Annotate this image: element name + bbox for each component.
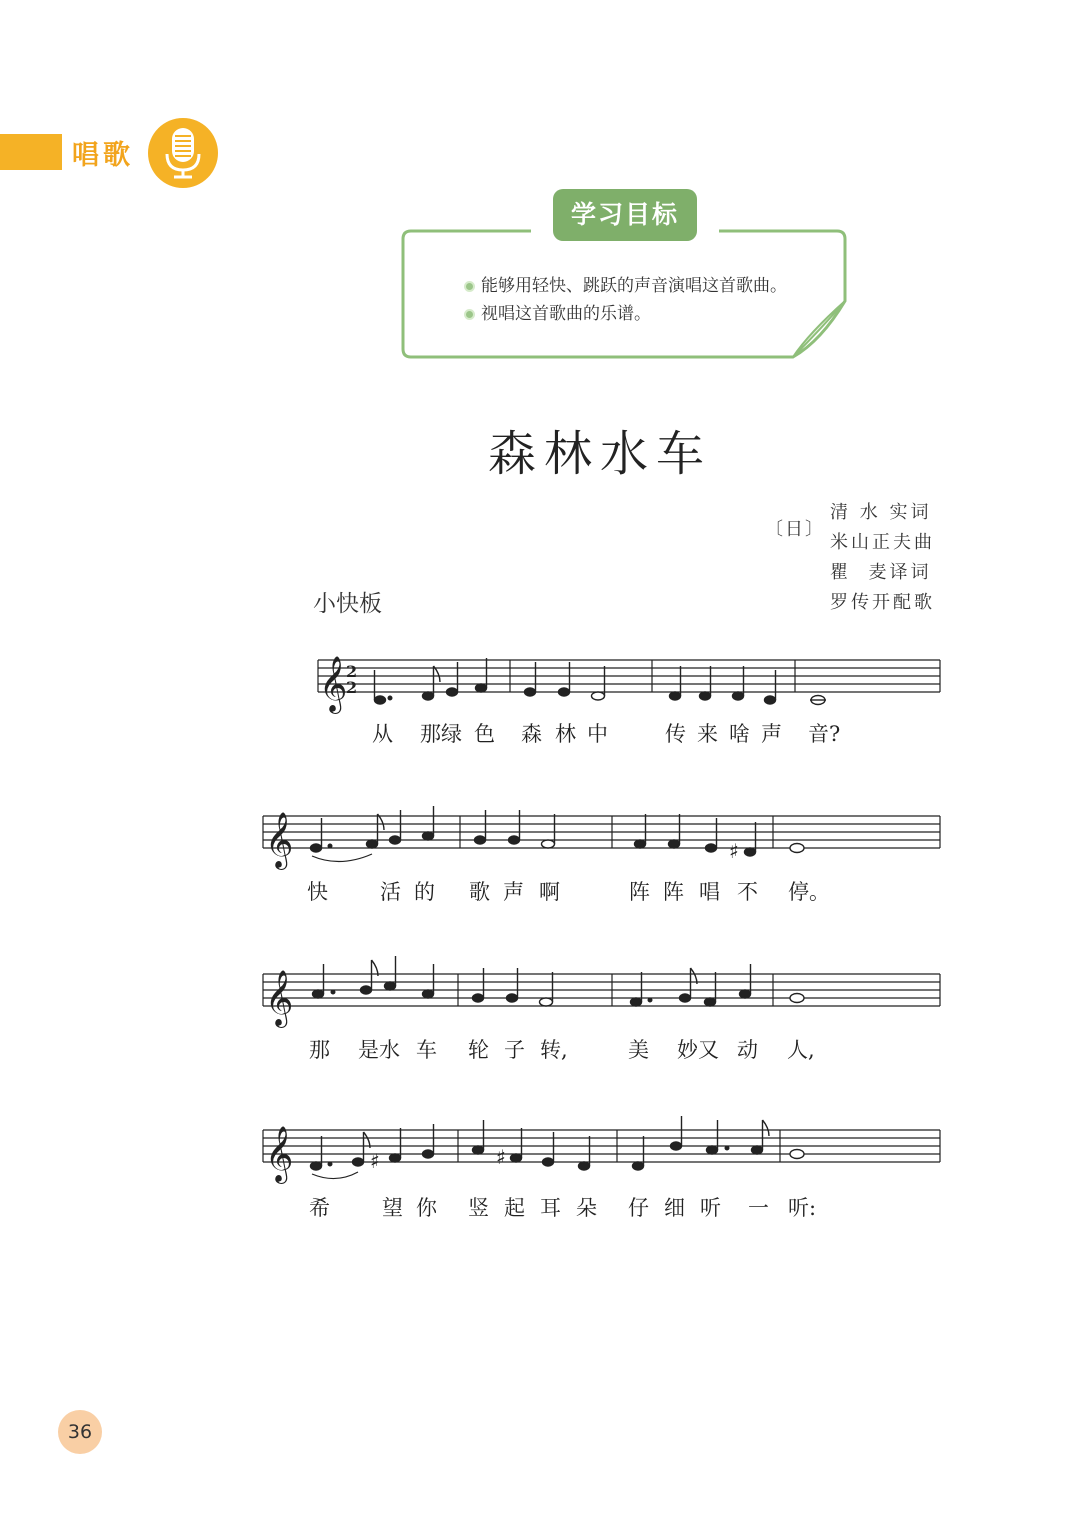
lyric-syllable: 竖 (468, 1196, 489, 1220)
tempo-marking: 小快板 (313, 591, 382, 617)
lyric-syllable: 你 (416, 1196, 437, 1220)
bullet-icon (464, 309, 475, 320)
lyric-syllable: 森 (521, 722, 542, 746)
song-title: 森林水车 (487, 426, 712, 482)
lyric-syllable: 望 (382, 1196, 403, 1220)
lyric-syllable: 中 (587, 722, 608, 746)
treble-clef-icon: 𝄞 (265, 812, 294, 868)
sharp-icon: ♯ (496, 1145, 506, 1169)
time-signature-top: 2 (346, 662, 358, 681)
lyric-syllable: 啥 (729, 722, 750, 746)
microphone-icon (148, 118, 218, 188)
lyric-syllable: 子 (504, 1038, 525, 1062)
sharp-icon: ♯ (729, 839, 739, 863)
lyric-syllable: 停。 (788, 880, 830, 904)
lyric-syllable: 从 (372, 722, 393, 746)
goal-item: 视唱这首歌曲的乐谱。 (464, 300, 787, 328)
lyric-syllable: 听 (700, 1196, 721, 1220)
lyric-syllable: 的 (414, 880, 435, 904)
section-label: 唱歌 (72, 140, 134, 171)
time-signature-bottom: 2 (346, 678, 358, 697)
goal-list (464, 272, 787, 328)
lyric-syllable: 朵 (576, 1196, 597, 1220)
treble-clef-icon: 𝄞 (319, 656, 348, 712)
section-tab-bar (0, 134, 62, 170)
lyric-syllable: 阵 (663, 880, 684, 904)
lyric-syllable: 快 (307, 880, 328, 904)
lyric-syllable: 歌 (469, 880, 490, 904)
learning-goals-badge: 学习目标 (553, 189, 697, 241)
lyric-syllable: 转, (540, 1038, 568, 1062)
lyric-syllable: 耳 (540, 1196, 561, 1220)
lyric-syllable: 声 (761, 722, 782, 746)
goal-item: 能够用轻快、跳跃的声音演唱这首歌曲。 (464, 272, 787, 300)
lyric-syllable: 希 (309, 1196, 330, 1220)
lyric-syllable: 是水 (358, 1038, 400, 1062)
lyric-syllable: 唱 (699, 880, 720, 904)
sharp-icon: ♯ (370, 1149, 380, 1173)
score-system-2 (0, 796, 1080, 906)
composer-nationality: 〔日〕 (765, 519, 825, 540)
song-credits: 清 水 实词 米山正夫曲 瞿 麦译词 罗传开配歌 (830, 502, 935, 613)
lyric-syllable: 动 (737, 1038, 758, 1062)
lyric-syllable: 色 (474, 722, 495, 746)
lyric-syllable: 细 (664, 1196, 685, 1220)
lyric-syllable: 音? (808, 722, 841, 746)
lyric-syllable: 传 (665, 722, 686, 746)
lyric-syllable: 阵 (629, 880, 650, 904)
lyric-syllable: 起 (504, 1196, 525, 1220)
lyric-syllable: 不 (737, 880, 758, 904)
lyric-syllable: 啊 (539, 880, 560, 904)
lyric-syllable: 活 (380, 880, 401, 904)
lyric-syllable: 人, (787, 1038, 815, 1062)
lyric-syllable: 美 (628, 1038, 649, 1062)
lyric-syllable: 车 (416, 1038, 437, 1062)
lyric-syllable: 来 (697, 722, 718, 746)
lyric-syllable: 听: (788, 1196, 817, 1220)
lyric-syllable: 妙又 (677, 1038, 719, 1062)
page-number: 36 (58, 1410, 102, 1454)
lyric-syllable: 仔 (628, 1196, 649, 1220)
lyric-syllable: 声 (503, 880, 524, 904)
lyric-syllable: 一 (748, 1196, 769, 1220)
bullet-icon (464, 281, 475, 292)
score-system-4 (0, 1110, 1080, 1220)
lyric-syllable: 那绿 (420, 722, 462, 746)
lyric-syllable: 那 (309, 1038, 330, 1062)
score-system-3 (0, 954, 1080, 1064)
treble-clef-icon: 𝄞 (265, 970, 294, 1026)
score-system-1 (0, 640, 1080, 750)
lyric-syllable: 林 (555, 722, 576, 746)
treble-clef-icon: 𝄞 (265, 1126, 294, 1182)
lyric-syllable: 轮 (468, 1038, 489, 1062)
